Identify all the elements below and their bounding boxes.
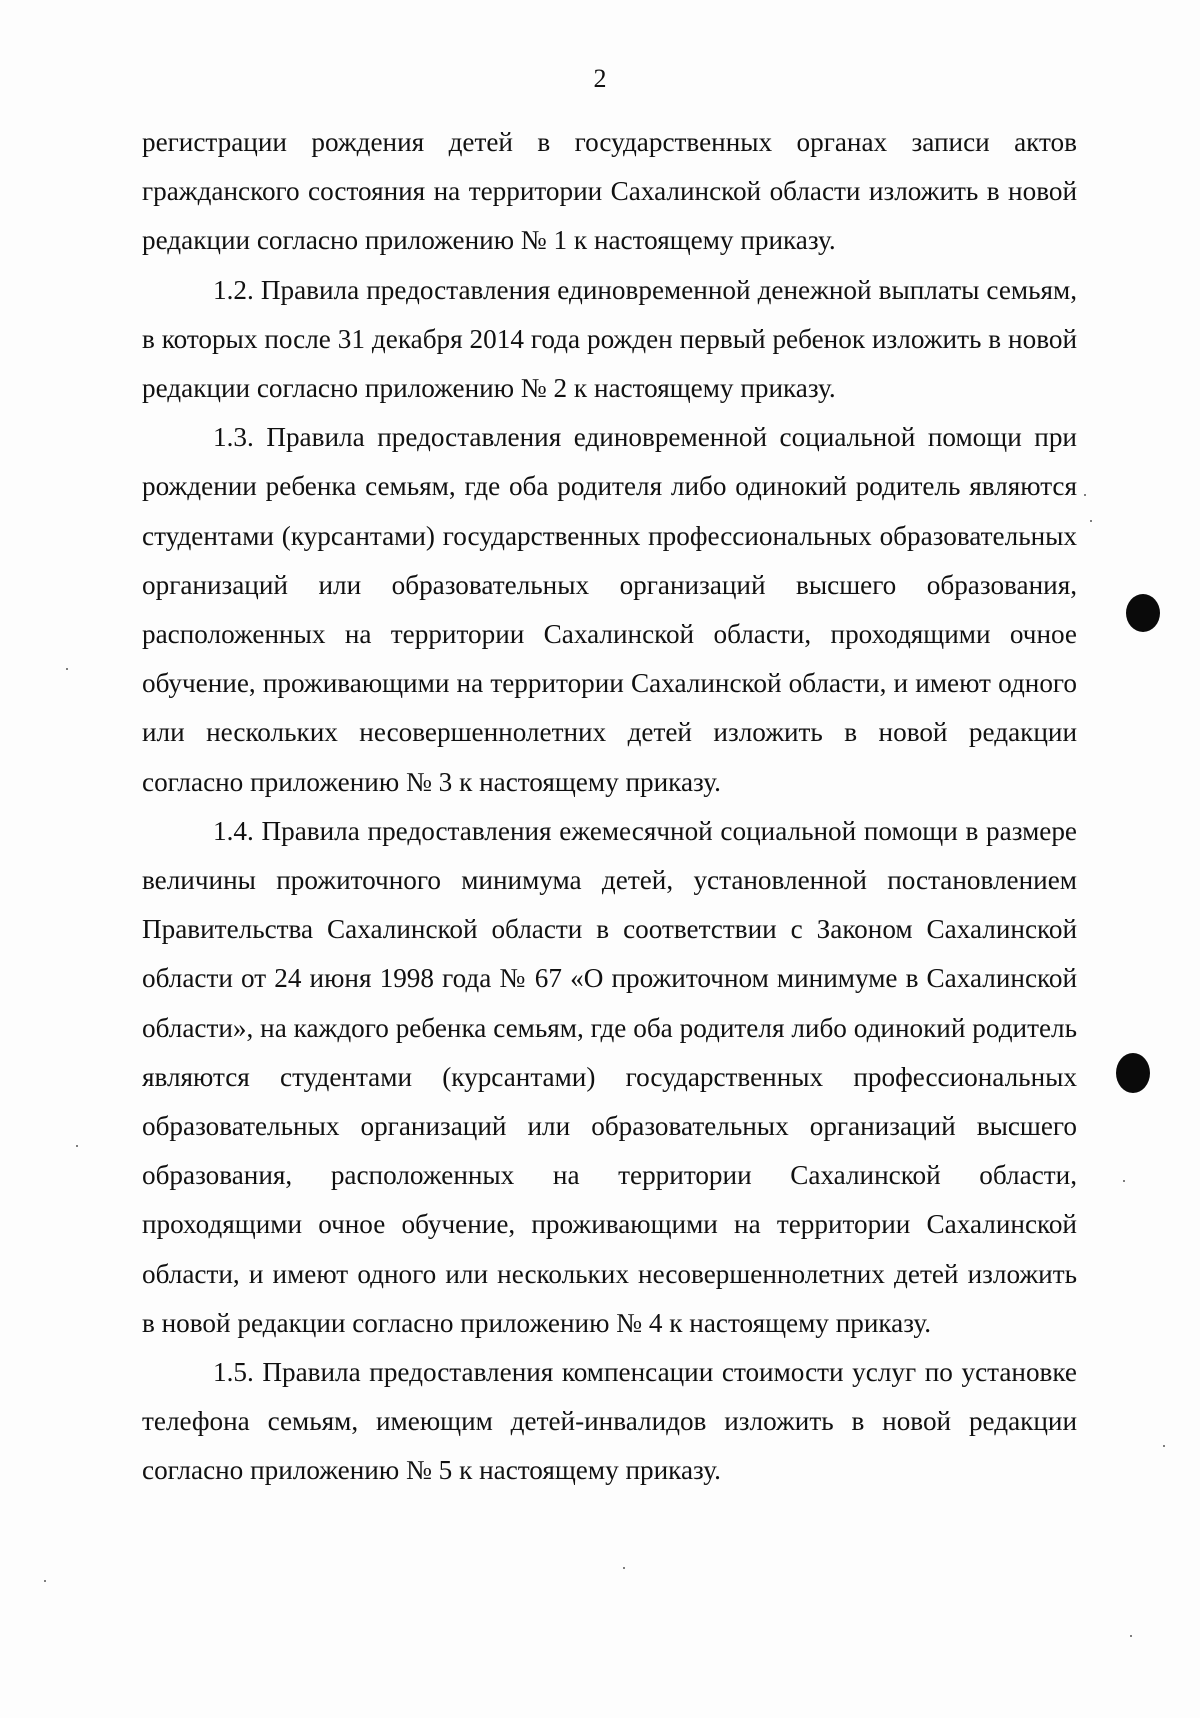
punch-hole-top	[1126, 594, 1160, 632]
scan-speck	[1130, 1635, 1132, 1637]
paragraph-1-2: 1.2. Правила предоставления единовременной денежной выплаты семьям, в которых после 31 декабря 2014 года рожден первый ребенок изложить в новой редакции согласно приложению № 2 к настоящему приказу.	[142, 274, 1077, 404]
paragraph-1-5: 1.5. Правила предоставления компенсации стоимости услуг по установке телефона семьям, имеющим детей-инвалидов изложить в новой редакции согласно приложению № 5 к настоящему приказу.	[142, 1357, 1077, 1486]
scan-speck	[623, 1567, 625, 1569]
scan-speck	[1163, 1445, 1165, 1447]
scan-speck	[1123, 1180, 1125, 1182]
scan-speck	[44, 1580, 46, 1582]
page-number: 2	[593, 64, 607, 93]
punch-hole-bottom	[1116, 1053, 1150, 1093]
paragraph-1-4: 1.4. Правила предоставления ежемесячной социальной помощи в размере величины прожиточного минимума детей, установленной постановлением Правительства Сахалинской области в соответствии с Законом Сахалинской области от 24 июня 1998 года № 67 «О прожиточном минимуме в Сахалинской области», на каждого ребенка семьям, где оба родителя либо одинокий родитель являются студентами (курсантами) государственных профессиональных образовательных организаций или образовательных организаций высшего образования, расположенных на территории Сахалинской области, проходящими очное обучение, проживающими на территории Сахалинской области, и имеют одного или нескольких несовершеннолетних детей изложить в новой редакции согласно приложению № 4 к настоящему приказу.	[142, 815, 1077, 1338]
scan-speck	[1084, 494, 1086, 496]
scan-speck	[1090, 520, 1092, 522]
scan-speck	[66, 668, 68, 670]
paragraph-1-3: 1.3. Правила предоставления единовременной социальной помощи при рождении ребенка семьям, где оба родителя либо одинокий родитель являются студентами (курсантами) государственных профессиональных образовательных организаций или образовательных организаций высшего образования, расположенных на территории Сахалинской области, проходящими очное обучение, проживающими на территории Сахалинской области, и имеют одного или нескольких несовершеннолетних детей изложить в новой редакции согласно приложению № 3 к настоящему приказу.	[142, 422, 1077, 797]
scan-speck	[76, 1145, 78, 1147]
document-body	[142, 118, 1077, 1496]
paragraph-continuation: регистрации рождения детей в государственных органах записи актов гражданского состояния на территории Сахалинской области изложить в новой редакции согласно приложению № 1 к настоящему приказу.	[142, 127, 1077, 256]
